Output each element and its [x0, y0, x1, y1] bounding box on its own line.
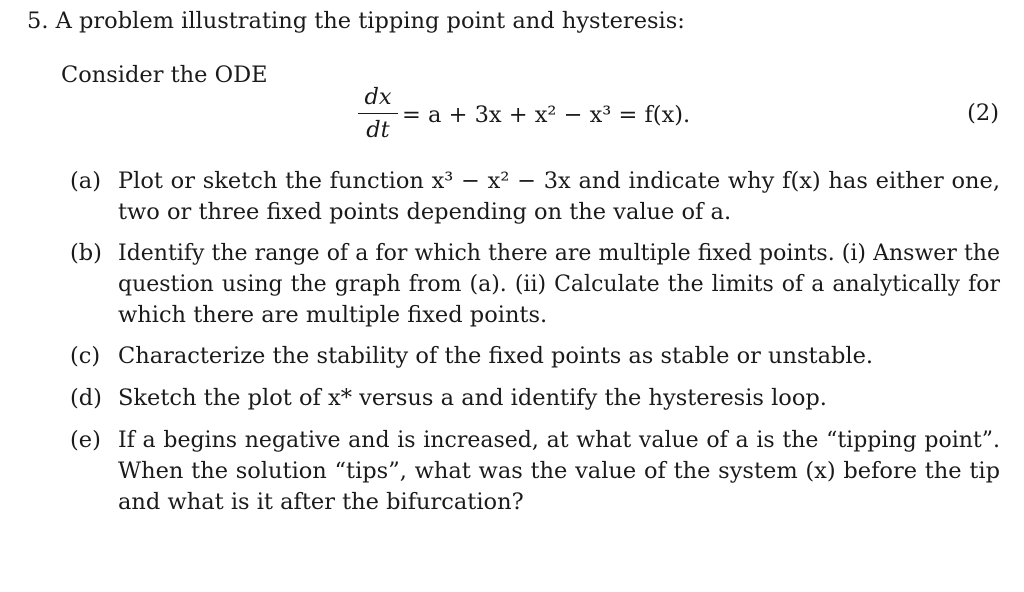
problem-heading: [27, 6, 685, 36]
item-a-line: two or three fixed points depending on the value of a.: [118, 199, 732, 225]
item-label-a: (a): [70, 168, 101, 194]
intro-text: Consider the ODE: [61, 62, 268, 88]
fraction-numerator: dx: [364, 84, 392, 110]
item-label-b: (b): [70, 240, 102, 266]
item-e-line: When the solution “tips”, what was the value of the system (x) before the tip: [118, 458, 1000, 484]
item-body-c: [118, 341, 1000, 372]
problem-number: 5.: [27, 8, 49, 34]
item-body-b: [118, 238, 1000, 331]
item-body-e: [118, 425, 1000, 518]
item-e-line: and what is it after the bifurcation?: [118, 489, 524, 515]
item-d-line: Sketch the plot of x* versus a and identify the hysteresis loop.: [118, 385, 827, 411]
item-e-line: If a begins negative and is increased, at what value of a is the “tipping point”.: [118, 428, 1000, 453]
item-label-e: (e): [70, 427, 101, 453]
item-b-line: question using the graph from (a). (ii) Calculate the limits of a analytically for: [118, 272, 1000, 297]
problem-title: A problem illustrating the tipping point and hysteresis:: [55, 8, 685, 34]
equation-number: (2): [967, 100, 999, 126]
derivative-fraction: [358, 83, 398, 144]
item-b-line: Identify the range of a for which there are multiple fixed points. (i) Answer the: [118, 241, 1000, 266]
item-label-d: (d): [70, 385, 102, 411]
fraction-denominator: dt: [366, 117, 390, 143]
item-body-d: [118, 383, 1000, 414]
item-c-line: Characterize the stability of the fixed points as stable or unstable.: [118, 343, 874, 369]
equation-rhs: = a + 3x + x² − x³ = f(x).: [402, 102, 691, 128]
item-b-line: which there are multiple fixed points.: [118, 302, 548, 328]
item-body-a: [118, 166, 1000, 228]
fraction-bar: [358, 113, 398, 114]
item-label-c: (c): [70, 343, 101, 369]
item-a-line: Plot or sketch the function x³ − x² − 3x and indicate why f(x) has either one,: [118, 168, 1000, 194]
